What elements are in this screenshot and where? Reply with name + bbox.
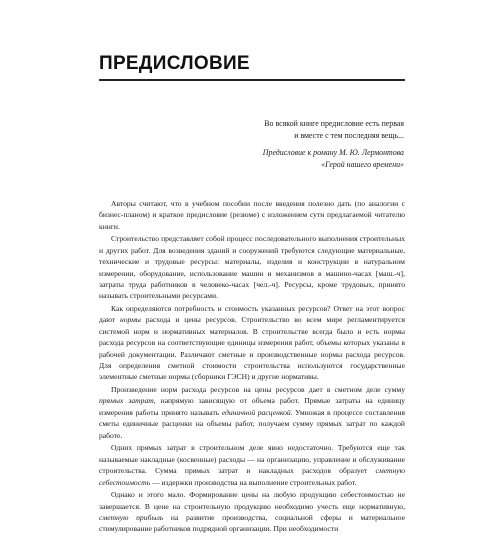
epigraph-source: «Герой нашего времени» xyxy=(321,160,404,169)
epigraph-line: и вместе с тем последняя вещь... xyxy=(294,131,404,140)
text-run: Произведение норм расхода ресурсов на цены ресурсов дает в сметном деле сумму xyxy=(111,385,405,395)
paragraph xyxy=(99,489,405,535)
text-run: Одних прямых затрат в строительном деле явно недостаточно. Требуются еще так называемые накладные (косвенные) расходы — на организацию, управление и обслуживание строительства. Сумма прямых затрат и накладных расходов образует xyxy=(99,443,405,476)
italic-term: сметную прибыль xyxy=(99,512,164,522)
epigraph-line: Во всякой книге предисловие есть первая xyxy=(264,119,404,128)
text-run: — издержки производства на выполнение строительных работ. xyxy=(150,477,357,487)
paragraph xyxy=(99,233,405,301)
paragraph xyxy=(99,442,405,488)
paragraph xyxy=(99,303,405,383)
text-run: расхода и цены ресурсов. Строительство во всем мире регламентируется системой норм и нормативных материалов. В строительстве всегда было и есть нормы расхода ресурсов на соответствующие единицы измерения работ, объемы которых указаны в рабочей документации. Различают сметные и производственные нормы расхода ресурсов. Для определения сметной стоимости строительства используются государственные элементные сметные нормы (сборники ГЭСН) и другие нормативы. xyxy=(99,315,406,382)
paragraph xyxy=(99,384,405,441)
body-text xyxy=(99,198,405,536)
text-run: Авторы считают, что в учебном пособии после введения полезно дать (по аналогии с бизнес-планом) и краткое предисловие (резюме) с изложением сути предлагаемой читателю книги. xyxy=(99,199,405,231)
italic-term: единичной расценкой xyxy=(221,407,291,417)
epigraph xyxy=(174,118,404,171)
page-title: ПРЕДИСЛОВИЕ xyxy=(99,53,250,74)
text-run: Однако и этого мало. Формирование цены на любую продукцию себестоимостью не завершается. В цене на строительную продукцию необходимо учесть еще нормативную, xyxy=(99,490,405,511)
paragraph xyxy=(99,198,405,232)
italic-term: нормы xyxy=(119,315,141,325)
text-run: на развитие производства, социальной сферы и материальное стимулирование работников подрядной организации. При необходимости xyxy=(99,512,405,534)
text-run: , напрямую зависящую от объема работ. Прямые затраты на единицу измерения работы принято называть xyxy=(99,396,405,417)
text-run: . Умножая в процессе составления сметы единичные расценки на объемы работ, получаем сумму прямых затрат по каждой работе. xyxy=(99,407,406,440)
text-run: Строительство представляет собой процесс последовательного выполнения строительных и других работ. Для возведения зданий и сооружений требуются следующие материальные, технические и трудовые ресурсы: материалы, изделия и конструкции в натуральном измерении, оборудование, использование машин и механизмов в машино-часах [маш.-ч], затраты труда работников в человеко-часах [чел.-ч]. Ресурсы, кроме трудовых, принято называть строительными ресурсами. xyxy=(99,234,405,301)
epigraph-source: Предисловие к роману М. Ю. Лермонтова xyxy=(262,148,404,157)
title-underline xyxy=(99,79,405,81)
italic-term: сметную себестоимость xyxy=(99,466,405,487)
text-run: Как определяются потребность и стоимость указанных ресурсов? Ответ на этот вопрос дают xyxy=(99,304,405,325)
italic-term: прямых затрат xyxy=(99,396,154,406)
